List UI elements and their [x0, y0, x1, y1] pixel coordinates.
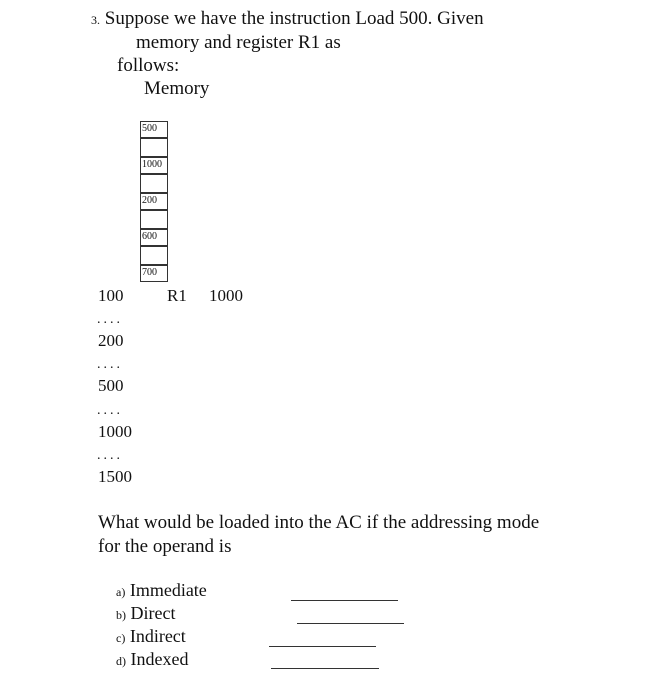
address-label: 100	[98, 286, 124, 305]
question-text-1: Suppose we have the instruction Load 500. Given	[104, 8, 484, 29]
address-ellipsis: ....	[97, 357, 123, 372]
answer-blank-direct[interactable]	[297, 623, 404, 624]
option-label: Direct	[130, 603, 176, 623]
memory-heading: Memory	[144, 78, 210, 99]
memory-cell: 1000	[140, 157, 168, 174]
memory-cell	[140, 210, 168, 229]
register-name: R1	[167, 286, 187, 305]
address-label: 1000	[98, 422, 132, 441]
question-line-3: follows:	[117, 55, 180, 76]
option-label: Indirect	[129, 626, 186, 646]
address-ellipsis: ....	[97, 448, 123, 463]
option-letter: c)	[116, 631, 126, 645]
question-line-2: memory and register R1 as	[136, 32, 341, 53]
option-label: Indexed	[130, 649, 189, 669]
prompt-line-1: What would be loaded into the AC if the addressing mode	[98, 512, 540, 533]
option-letter: b)	[116, 608, 126, 622]
memory-cell	[140, 246, 168, 265]
option-label: Immediate	[129, 580, 207, 600]
option-direct	[116, 603, 175, 624]
option-indexed	[116, 649, 188, 670]
answer-blank-indirect[interactable]	[269, 646, 376, 647]
memory-cell: 200	[140, 193, 168, 210]
answer-blank-indexed[interactable]	[271, 668, 379, 669]
memory-cell	[140, 174, 168, 193]
memory-cell: 600	[140, 229, 168, 246]
answer-blank-immediate[interactable]	[291, 600, 398, 601]
option-indirect	[116, 626, 186, 647]
option-immediate	[116, 580, 207, 601]
address-ellipsis: ....	[97, 403, 123, 418]
question-line-1	[91, 8, 484, 30]
address-label: 500	[98, 376, 124, 395]
memory-cell	[140, 138, 168, 157]
memory-cell: 700	[140, 265, 168, 282]
memory-cell: 500	[140, 121, 168, 138]
address-label: 1500	[98, 467, 132, 486]
prompt-line-2: for the operand is	[98, 536, 232, 557]
question-number: 3.	[91, 13, 100, 27]
address-label: 200	[98, 331, 124, 350]
option-letter: a)	[116, 585, 126, 599]
register-value: 1000	[209, 286, 243, 305]
address-ellipsis: ....	[97, 312, 123, 327]
option-letter: d)	[116, 654, 126, 668]
